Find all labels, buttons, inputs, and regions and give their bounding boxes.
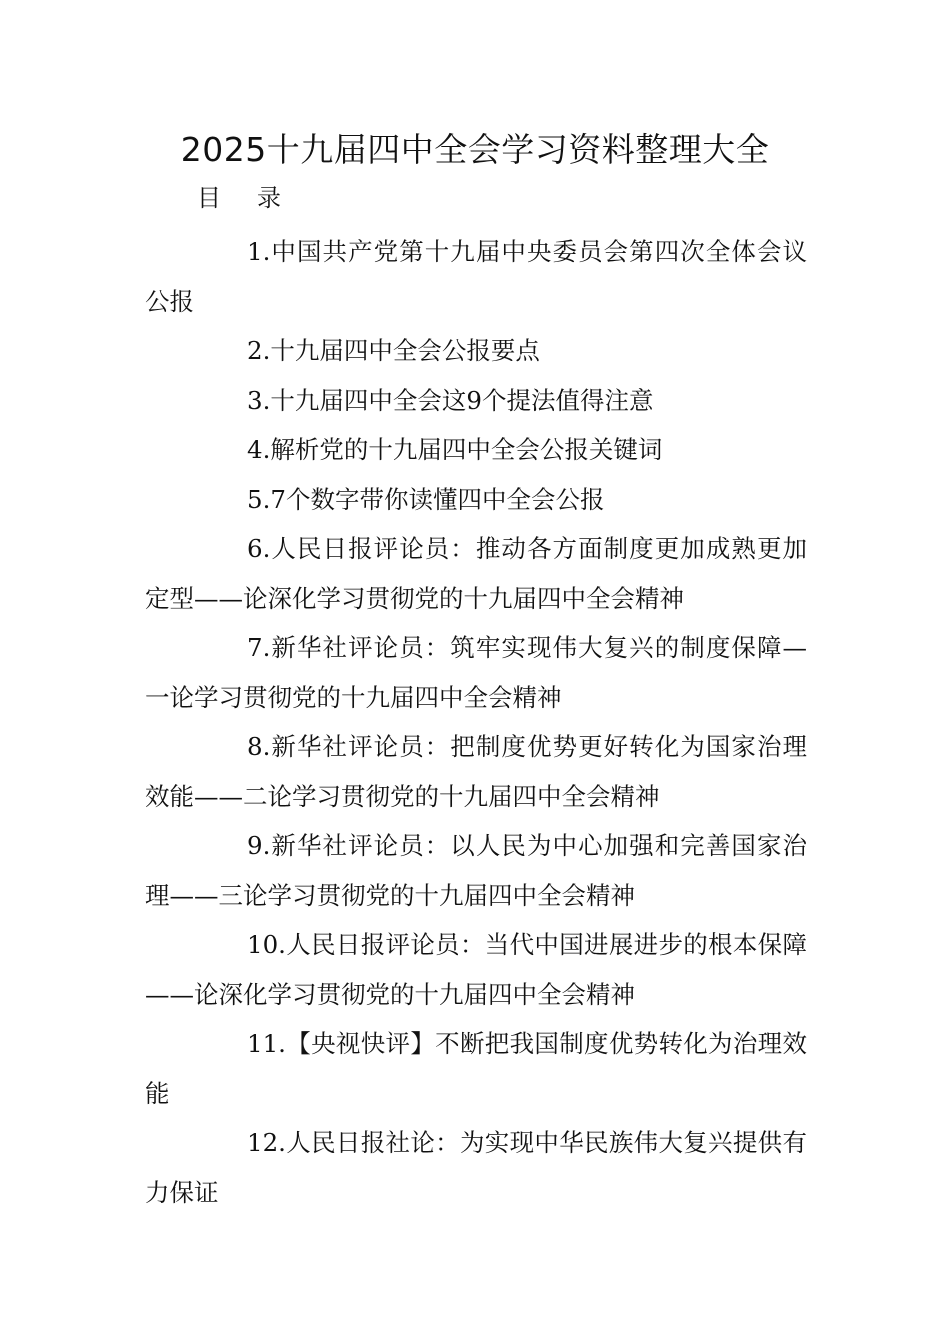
table-of-contents: [145, 227, 807, 1217]
toc-item-1: 1.中国共产党第十九届中央委员会第四次全体会议公报: [145, 237, 807, 316]
toc-heading: 目录: [197, 184, 317, 212]
toc-item-11: 11.【央视快评】不断把我国制度优势转化为治理效能: [145, 1029, 807, 1108]
toc-item-10: 10.人民日报评论员：当代中国进展进步的根本保障——论深化学习贯彻党的十九届四中全会精神: [145, 930, 807, 1009]
document-title: 2025十九届四中全会学习资料整理大全: [180, 130, 770, 169]
toc-item-3: 3.十九届四中全会这9个提法值得注意: [247, 385, 654, 415]
toc-item-8: 8.新华社评论员：把制度优势更好转化为国家治理效能——二论学习贯彻党的十九届四中全会精神: [145, 732, 807, 811]
toc-item-7: 7.新华社评论员：筑牢实现伟大复兴的制度保障—一论学习贯彻党的十九届四中全会精神: [145, 633, 807, 712]
toc-item-12: 12.人民日报社论：为实现中华民族伟大复兴提供有力保证: [145, 1128, 807, 1207]
toc-item-2: 2.十九届四中全会公报要点: [247, 336, 540, 365]
toc-item-6: 6.人民日报评论员：推动各方面制度更加成熟更加定型——论深化学习贯彻党的十九届四中全会精神: [145, 534, 807, 613]
toc-item-4: 4.解析党的十九届四中全会公报关键词: [247, 435, 663, 464]
toc-item-5: 5.7个数字带你读懂四中全会公报: [247, 484, 605, 514]
toc-item-9: 9.新华社评论员：以人民为中心加强和完善国家治理——三论学习贯彻党的十九届四中全会精神: [145, 831, 807, 910]
